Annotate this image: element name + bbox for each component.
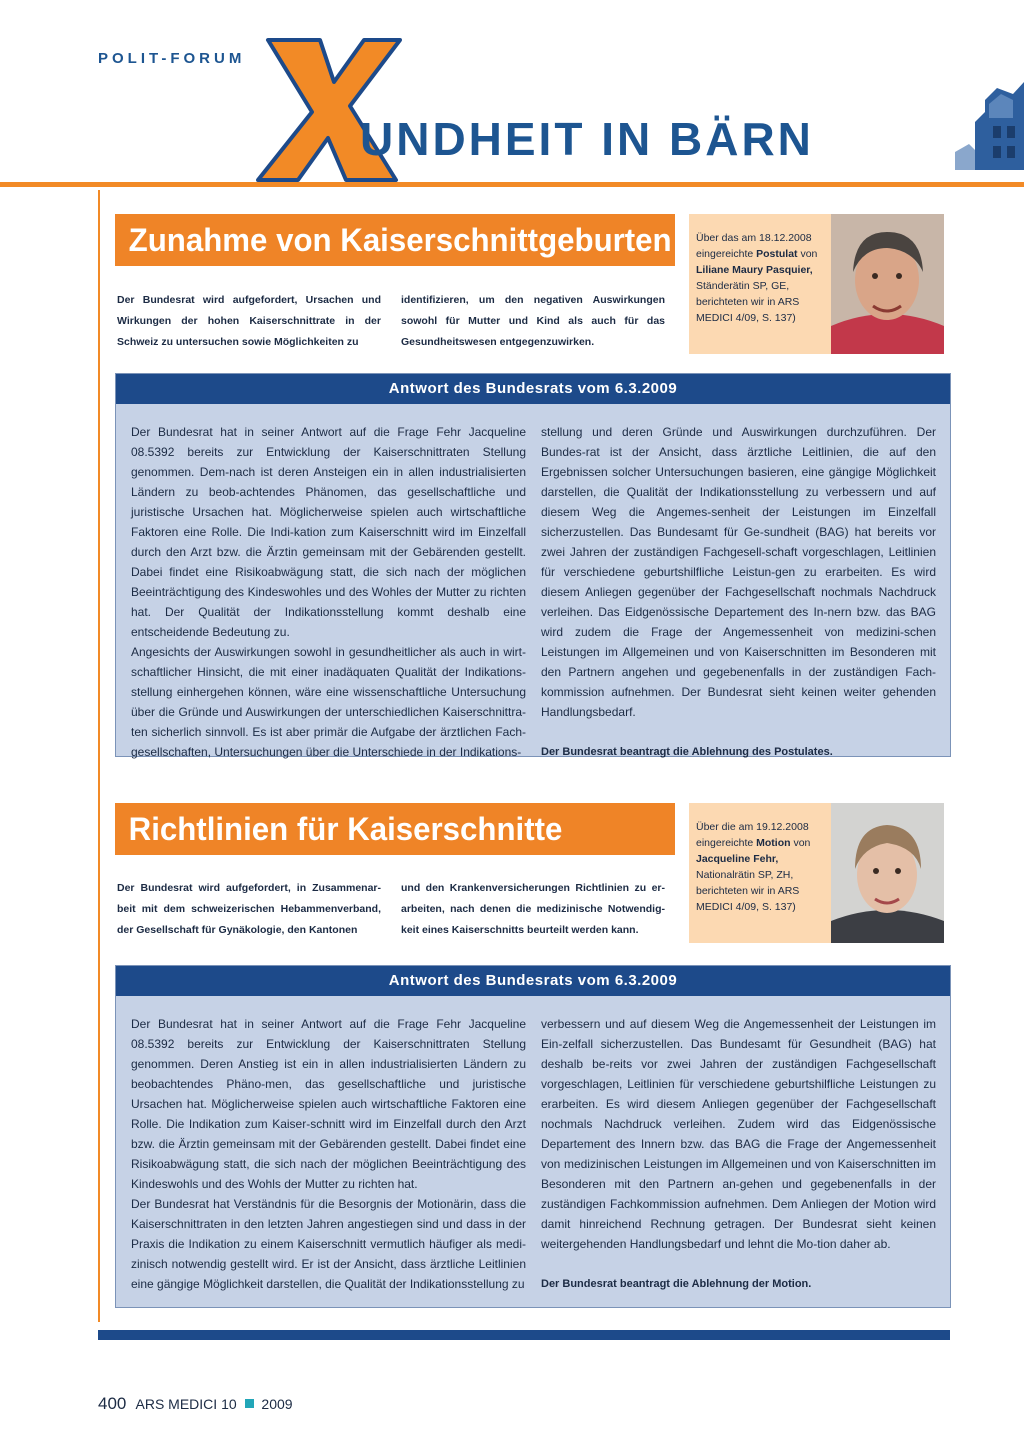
square-icon — [245, 1399, 254, 1408]
building-image — [955, 82, 1024, 170]
paragraph: stellung und deren Gründe und Auswirkungen durchzuführen. Der Bundes-rat ist der Ansicht, dass ärztliche Leitlinien, die auf den Ergebnissen solcher Untersuchungen basieren, eine gängige Möglichkeit darstellen, die Qualität der Indikationsstellung zu verbessern und auf diesem Weg die Angemes-senheit der Leistungen im Einzelfall sicherzustellen. Das Bundesamt für Ge-sundheit (BAG) hat bereits vor zwei Jahren der zuständigen Fachgesell-schaft vorgeschlagen, Leitlinien für verschiedene geburtshilfliche Leistun-gen zu erarbeiten. Es wird diesem Anliegen gegenüber der Fachgesellschaft nochmals Nachdruck verleihen. Das Eidgenössische Departement des In-nern bzw. das BAG wird zudem die Frage der Angemessenheit von medizini-schen Leistungen im Allgemeinen und von Kaiserschnitten im Besonderen mit den Partnern angehen und gegebenenfalls in der zuständigen Fach-kommission aufnehmen. Der Bundesrat sieht keinen weiter gehenden Handlungsbedarf. — [541, 425, 936, 719]
article2-kind: Motion — [756, 837, 791, 849]
portrait-photo-jacqueline — [831, 803, 944, 943]
article2-conclusion: Der Bundesrat beantragt die Ablehnung der Motion. — [541, 1278, 812, 1290]
section-kicker: POLIT-FORUM — [98, 50, 246, 67]
paragraph: Der Bundesrat hat in seiner Antwort auf die Frage Fehr Jacqueline 08.5392 bereits zur Entwicklung der Kaiserschnittraten Stellung genommen. Deren Anstieg ist ein in allen industrialisierten Ländern zu beobachtendes Phäno-men, das gesellschaftliche und juristische Ursachen hat. Möglicherweise spielen auch wirtschaftliche Faktoren eine Rolle. Die Indikation zum Kaiser-schnitt wird im Einzelfall durch den Arzt bzw. die Ärztin gemeinsam mit der Gebärenden gestellt. Dabei findet eine Risikoabwägung statt, die sich nach der möglichen Beeinträchtigung des Kindeswohls und des Wohls der Mutter zu richten hat. — [131, 1017, 526, 1191]
article2-answer-left-column — [131, 1014, 526, 1294]
article1-answer-title: Antwort des Bundesrats vom 6.3.2009 — [116, 374, 950, 404]
article2-title: Richtlinien für Kaiserschnitte — [115, 803, 675, 855]
article2-answer-right-column — [541, 1014, 936, 1294]
journal-name: ARS MEDICI 10 — [135, 1396, 237, 1412]
article2-answer-title: Antwort des Bundesrats vom 6.3.2009 — [116, 966, 950, 996]
headline: UNDHEIT IN BÄRN — [360, 113, 814, 165]
bottom-rule — [98, 1330, 950, 1340]
article1-intro-right: identifizieren, um den negativen Auswirkungen sowohl für Mutter und Kind als auch für das Gesundheitswesen entgegenzuwirken. — [401, 294, 665, 348]
page-number: 400 — [98, 1394, 127, 1413]
journal-year: 2009 — [261, 1396, 293, 1412]
paragraph: Angesichts der Auswirkungen sowohl in gesundheitlicher als auch in wirt-schaftlicher Hinsicht, die mit einer inadäquaten Qualität der Indikations-stellung einhergehen können, wäre eine wissenschaftliche Untersuchung über die Gründe und Auswirkungen der unterschiedlichen Kaiserschnittra-ten sicherlich sinnvoll. Es ist aber primär die Aufgabe der ärztlichen Fach-gesellschaften, Untersuchungen über die Unterschiede in der Indikations- — [131, 645, 526, 759]
article2-author: Jacqueline Fehr, — [696, 853, 779, 865]
page-footer — [98, 1394, 293, 1414]
article2-sidebar: Über die am 19.12.2008 eingereichte Motion von Jacqueline Fehr, Nationalrätin SP, ZH, berichteten wir in ARS MEDICI 4/09, S. 137) — [689, 803, 831, 943]
article1-author: Liliane Maury Pasquier, — [696, 264, 813, 276]
article1-sidebar: Über das am 18.12.2008 eingereichte Postulat von Liliane Maury Pasquier, Ständerätin SP, GE, berichteten wir in ARS MEDICI 4/09, S. 137) — [689, 214, 831, 354]
article2-answer-box — [115, 965, 951, 1308]
article1-title: Zunahme von Kaiserschnittgeburten — [115, 214, 675, 266]
article1-answer-right-column — [541, 422, 936, 762]
portrait-photo-liliane — [831, 214, 944, 354]
paragraph: Der Bundesrat hat in seiner Antwort auf die Frage Fehr Jacqueline 08.5392 bereits zur Entwicklung der Kaiserschnittraten Stellung genommen. Dem-nach ist deren Ansteigen ein in allen industrialisierten Ländern zu beob-achtendes Phänomen, das gesellschaftliche und juristische Ursachen hat. Möglicherweise spielen auch wirtschaftliche Faktoren eine Rolle. Die Indi-kation zum Kaiserschnitt wird im Einzelfall durch den Arzt bzw. die Ärztin gemeinsam mit der Gebärenden gestellt. Dabei findet eine Risikoabwägung statt, die sich nach der möglichen Beeinträchtigung des Kindeswohles und des Wohles der Mutter zu richten hat. Der Qualität der Indikationsstellung kommt deshalb eine entscheidende Bedeutung zu. — [131, 425, 526, 639]
top-rule — [0, 182, 1024, 187]
article2-intro-right: und den Krankenversicherungen Richtlinien zu er-arbeiten, nach denen die medizinische Notwendig-keit eines Kaiserschnitts beurteilt werden kann. — [401, 882, 665, 936]
article1-kind: Postulat — [756, 248, 798, 260]
paragraph: verbessern und auf diesem Weg die Angemessenheit der Leistungen im Ein-zelfall sicherzustellen. Das Bundesamt für Gesundheit (BAG) hat deshalb be-reits vor zwei Jahren der zuständigen Fachgesellschaft vorgeschlagen, Leitlinien für verschiedene geburtshilfliche Leistungen zu erarbeiten. Es wird diesem Anliegen gegenüber der Fachgesellschaft nochmals Nachdruck verleihen. Zudem wird das Eidgenössische Departement des Innern bzw. das BAG die Frage der Angemessenheit von medizinischen Leistungen im Allgemeinen und von Kaiserschnitten im Besonderen mit den Partnern an-gehen und gegebenenfalls in der zuständigen Fachkommission aufnehmen. Dem Anliegen der Motion wird damit hinreichend Rechnung getragen. Der Bundesrat sieht keinen weitergehenden Handlungsbedarf und lehnt die Mo-tion daher ab. — [541, 1017, 936, 1251]
article2-intro-left: Der Bundesrat wird aufgefordert, in Zusammenar-beit mit dem schweizerischen Hebammenverband, der Gesellschaft für Gynäkologie, den Kantonen — [117, 882, 381, 936]
article1-answer-box — [115, 373, 951, 757]
article1-conclusion: Der Bundesrat beantragt die Ablehnung des Postulates. — [541, 746, 833, 758]
paragraph: Der Bundesrat hat Verständnis für die Besorgnis der Motionärin, dass die Kaiserschnittraten in den letzten Jahren angestiegen sind und dass in der Praxis die Indikation zu einem Kaiserschnitt vermutlich häufiger als medi-zinisch notwendig gestellt wird. Er ist der Ansicht, dass ärztliche Leitlinien eine gängige Möglichkeit darstellen, die Qualität der Indikationsstellung zu — [131, 1197, 526, 1291]
article1-intro-left: Der Bundesrat wird aufgefordert, Ursachen und Wirkungen der hohen Kaiserschnittrate in der Schweiz zu untersuchen sowie Möglichkeiten zu — [117, 294, 381, 348]
article1-answer-left-column — [131, 422, 526, 762]
left-rule — [98, 190, 100, 1322]
